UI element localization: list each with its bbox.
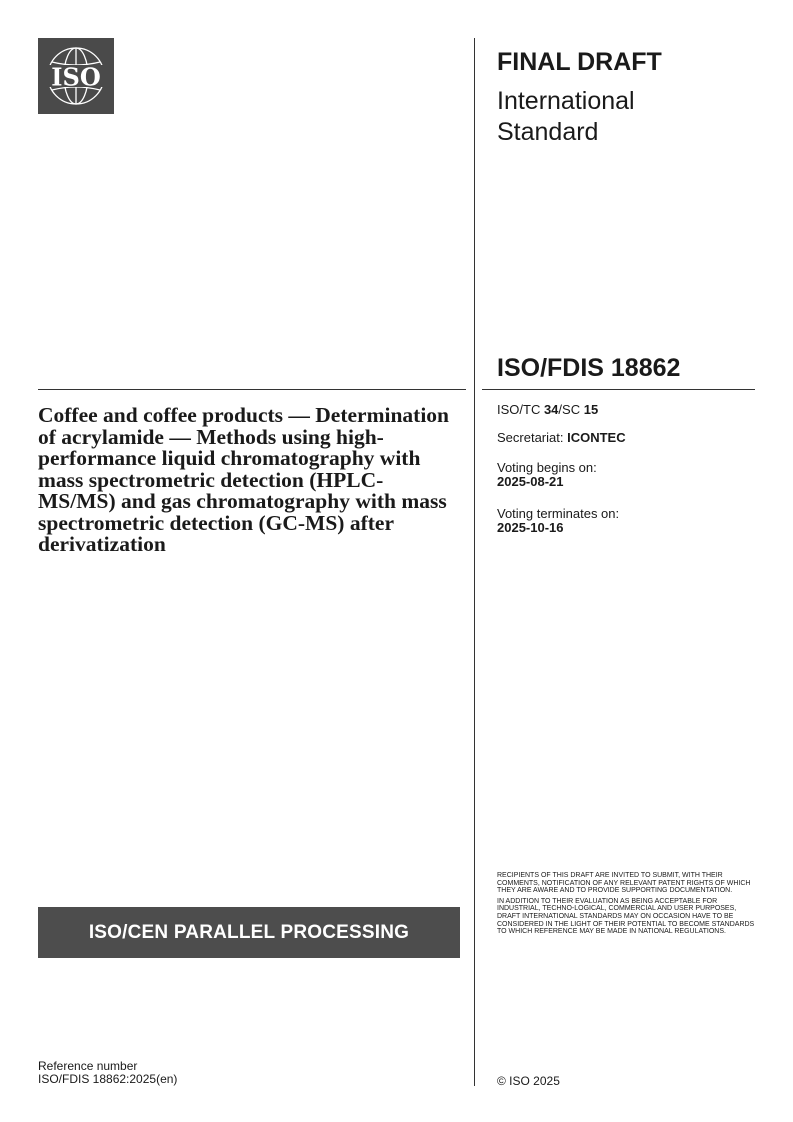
document-reference: ISO/FDIS 18862 — [497, 354, 681, 382]
iso-logo — [38, 38, 114, 114]
committee-prefix: ISO/TC — [497, 402, 544, 417]
reference-number: ISO/FDIS 18862:2025(en) — [38, 1072, 178, 1086]
secretariat — [497, 431, 757, 445]
voting-terminates-date: 2025-10-16 — [497, 520, 564, 535]
parallel-processing-banner — [38, 907, 460, 958]
iso-globe-icon — [38, 38, 114, 114]
horizontal-rule-left — [38, 389, 466, 390]
tc-number: 34 — [543, 402, 559, 417]
committee — [497, 403, 757, 417]
secretariat-label: Secretariat: — [497, 430, 568, 445]
document-stage: FINAL DRAFT — [497, 48, 662, 76]
secretariat-value: ICONTEC — [567, 430, 626, 445]
document-type-line2: Standard — [497, 118, 599, 146]
document-title: Coffee and coffee products — Determination of acrylamide — Methods using high-performance liquid chromatography with mass spectrometric detection (HPLC-MS/MS) and gas chromatography with mass spectrometric detection (GC-MS) after derivatization — [38, 403, 450, 556]
vertical-divider — [474, 38, 475, 1086]
voting-terminates — [497, 507, 757, 535]
voting-begins-label: Voting begins on: — [497, 460, 597, 475]
copyright: © ISO 2025 — [497, 1074, 560, 1088]
sc-prefix: /SC — [558, 402, 584, 417]
draft-notice — [497, 872, 757, 939]
reference-number-label: Reference number — [38, 1059, 138, 1073]
document-type — [497, 86, 757, 148]
voting-begins — [497, 461, 757, 489]
reference-number-block — [38, 1060, 338, 1086]
document-type-line1: International — [497, 87, 635, 115]
banner-text: ISO/CEN PARALLEL PROCESSING — [88, 921, 410, 943]
voting-terminates-label: Voting terminates on: — [497, 506, 620, 521]
sc-number: 15 — [583, 402, 599, 417]
iso-logo-text: ISO — [51, 62, 101, 92]
voting-begins-date: 2025-08-21 — [497, 474, 564, 489]
notice-paragraph-2: IN ADDITION TO THEIR EVALUATION AS BEING ACCEPTABLE FOR INDUSTRIAL, TECHNO-LOGICAL, COMMERCIAL AND USER PURPOSES, DRAFT INTERNATIONAL STANDARDS MAY ON OCCASION HAVE TO BE CONSIDERED IN THE LIGHT OF THEIR POTENTIAL TO BECOME STANDARDS TO WHICH REFERENCE MAY BE MADE IN NATIONAL REGULATIONS. — [497, 897, 755, 936]
notice-paragraph-1: RECIPIENTS OF THIS DRAFT ARE INVITED TO SUBMIT, WITH THEIR COMMENTS, NOTIFICATION OF ANY RELEVANT PATENT RIGHTS OF WHICH THEY ARE AWARE AND TO PROVIDE SUPPORTING DOCUMENTATION. — [497, 872, 751, 895]
horizontal-rule-right — [482, 389, 755, 390]
